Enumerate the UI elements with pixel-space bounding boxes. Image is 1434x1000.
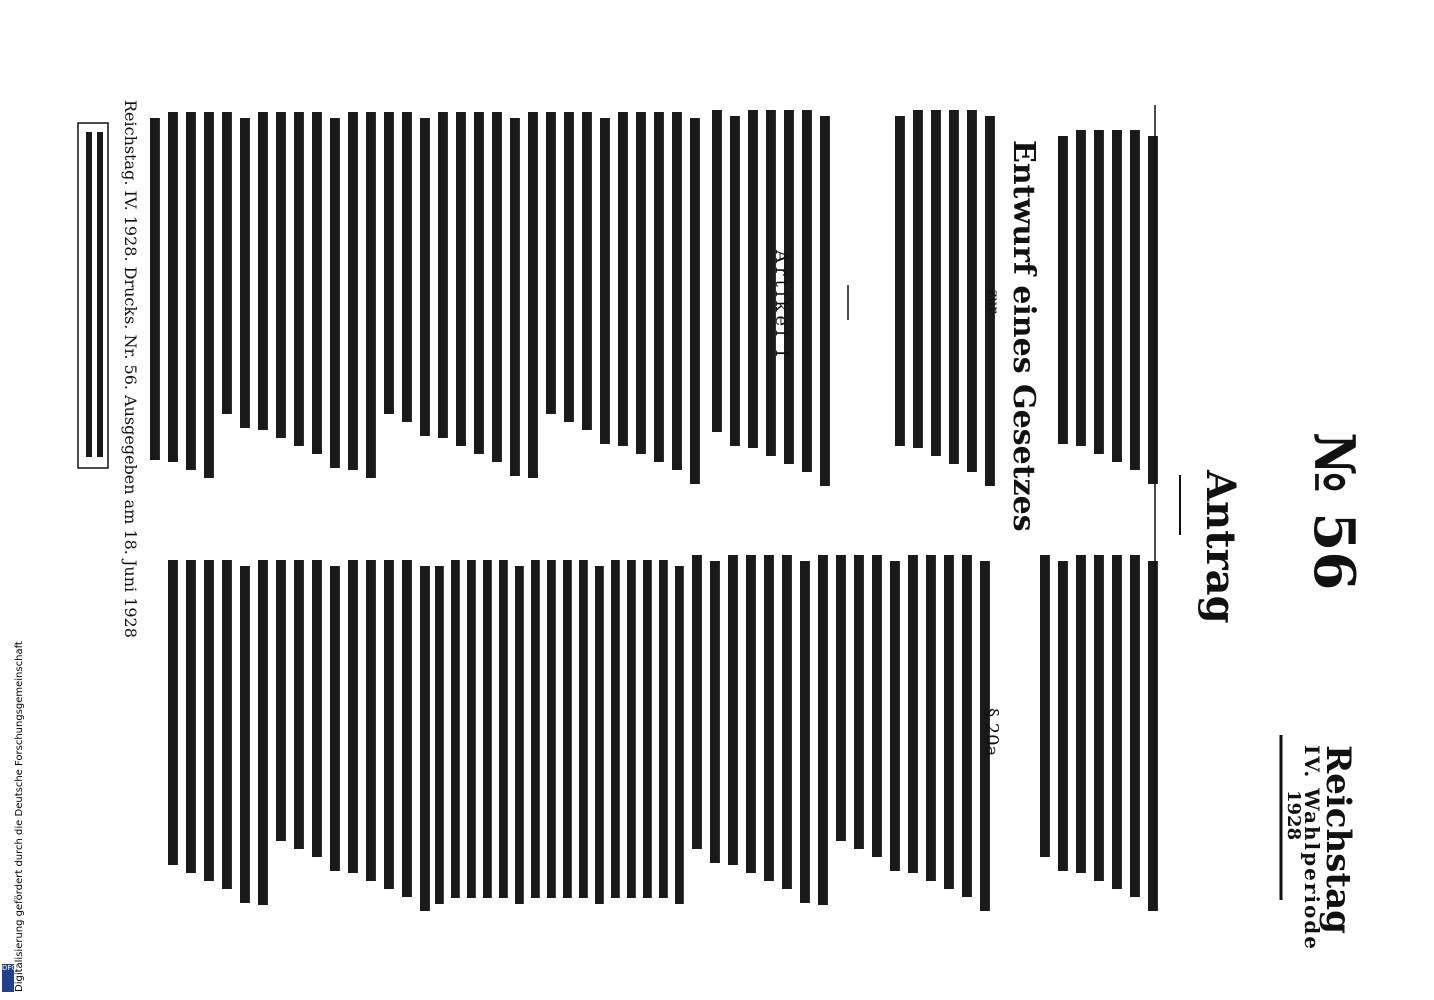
- text-line: [895, 116, 905, 446]
- text-line: [800, 561, 810, 903]
- text-line: [636, 112, 646, 454]
- dfg-logo-icon: DFG: [2, 964, 14, 992]
- draft-heading: Entwurf eines Gesetzes: [1006, 140, 1041, 532]
- text-line: [1058, 136, 1068, 444]
- text-line: [474, 112, 484, 454]
- text-line: [456, 112, 466, 446]
- text-line: [240, 118, 250, 428]
- text-line: [643, 560, 652, 898]
- text-line: [204, 112, 214, 478]
- text-line: [712, 110, 722, 432]
- text-line: [276, 112, 286, 438]
- text-line: [168, 560, 178, 865]
- text-line: [675, 566, 684, 904]
- text-line: [294, 112, 304, 446]
- text-line: [672, 112, 682, 470]
- imprint-line: Reichstag. IV. 1928. Drucks. Nr. 56. Ausgegeben am 18. Juni 1928: [121, 100, 140, 638]
- text-line: [384, 112, 394, 414]
- text-line: [312, 112, 322, 454]
- text-line: [420, 118, 430, 436]
- text-line: [330, 118, 340, 468]
- text-line: [402, 112, 412, 422]
- text-line: [1112, 130, 1122, 462]
- text-line: [240, 566, 250, 903]
- text-line: [782, 555, 792, 889]
- zur-label: zur: [985, 290, 1001, 314]
- year: 1928: [1283, 790, 1304, 841]
- text-line: [547, 560, 556, 898]
- text-line: [1094, 555, 1104, 881]
- text-line: [564, 112, 574, 422]
- text-line: [913, 110, 923, 448]
- text-line: [690, 118, 700, 484]
- document-number: № 56: [1301, 432, 1367, 591]
- printers-note-line: [86, 132, 92, 457]
- text-line: [967, 110, 977, 472]
- text-line: [746, 555, 756, 873]
- artikel-heading: Artikel I: [771, 250, 792, 361]
- text-line: [531, 560, 540, 898]
- text-line: [438, 112, 448, 438]
- text-line: [611, 560, 620, 898]
- text-line: [1094, 130, 1104, 454]
- text-line: [582, 112, 592, 430]
- text-line: [258, 112, 268, 430]
- text-line: [654, 112, 664, 462]
- text-line: [222, 112, 232, 414]
- text-line: [1076, 555, 1086, 873]
- text-line: [890, 561, 900, 871]
- text-line: [204, 560, 214, 881]
- text-line: [1130, 555, 1140, 897]
- text-line: [659, 560, 668, 898]
- text-line: [186, 560, 196, 873]
- text-line: [1130, 130, 1140, 470]
- document-title: Antrag: [1197, 470, 1244, 624]
- text-line: [499, 560, 508, 898]
- text-line: [258, 560, 268, 905]
- text-line: [820, 116, 830, 486]
- text-line: [348, 112, 358, 470]
- text-line: [1058, 561, 1068, 871]
- text-line: [528, 112, 538, 478]
- text-line: [492, 112, 502, 462]
- text-line: [579, 560, 588, 898]
- text-line: [872, 555, 882, 857]
- printers-note-box: [78, 123, 108, 468]
- text-line: [627, 560, 636, 898]
- text-line: [728, 555, 738, 865]
- text-line: [931, 110, 941, 456]
- text-line: [748, 110, 758, 448]
- text-line: [366, 560, 376, 881]
- text-line: [563, 560, 572, 898]
- text-line: [515, 566, 524, 904]
- text-line: [451, 560, 460, 898]
- text-line: [546, 112, 556, 414]
- text-line: [1148, 136, 1158, 484]
- text-line: [294, 560, 304, 849]
- section-mark: § 20a: [981, 708, 1002, 757]
- text-line: [854, 555, 864, 849]
- text-line: [730, 116, 740, 446]
- text-line: [600, 118, 610, 444]
- text-line: [710, 561, 720, 863]
- printers-note-line: [97, 132, 103, 457]
- publisher-name: Reichstag: [1318, 745, 1358, 934]
- text-line: [366, 112, 376, 478]
- text-line: [836, 555, 846, 841]
- legislative-period: IV. Wahlperiode: [1300, 745, 1324, 952]
- text-line: [150, 118, 160, 460]
- text-line: [186, 112, 196, 470]
- text-line: [818, 555, 828, 905]
- text-line: [692, 555, 702, 849]
- text-line: [312, 560, 322, 857]
- text-line: [222, 560, 232, 889]
- text-line: [962, 555, 972, 897]
- text-line: [1148, 561, 1158, 911]
- text-line: [1040, 555, 1050, 857]
- text-line: [510, 118, 520, 476]
- text-line: [435, 566, 444, 904]
- text-line: [330, 566, 340, 871]
- text-line: [483, 560, 492, 898]
- text-line: [764, 555, 774, 881]
- text-line: [168, 112, 178, 462]
- digitization-credit: Digitalisierung gefördert durch die Deutsche Forschungsgemeinschaft: [14, 641, 25, 992]
- text-line: [348, 560, 358, 873]
- text-line: [276, 560, 286, 841]
- text-line: [944, 555, 954, 889]
- text-line: [908, 555, 918, 873]
- text-line: [1112, 555, 1122, 889]
- text-line: [949, 110, 959, 464]
- text-line: [595, 566, 604, 904]
- text-line: [802, 110, 812, 472]
- text-line: [926, 555, 936, 881]
- text-line: [1076, 130, 1086, 446]
- text-line: [420, 566, 430, 911]
- text-line: [384, 560, 394, 889]
- text-line: [402, 560, 412, 897]
- text-line: [467, 560, 476, 898]
- text-line: [618, 112, 628, 446]
